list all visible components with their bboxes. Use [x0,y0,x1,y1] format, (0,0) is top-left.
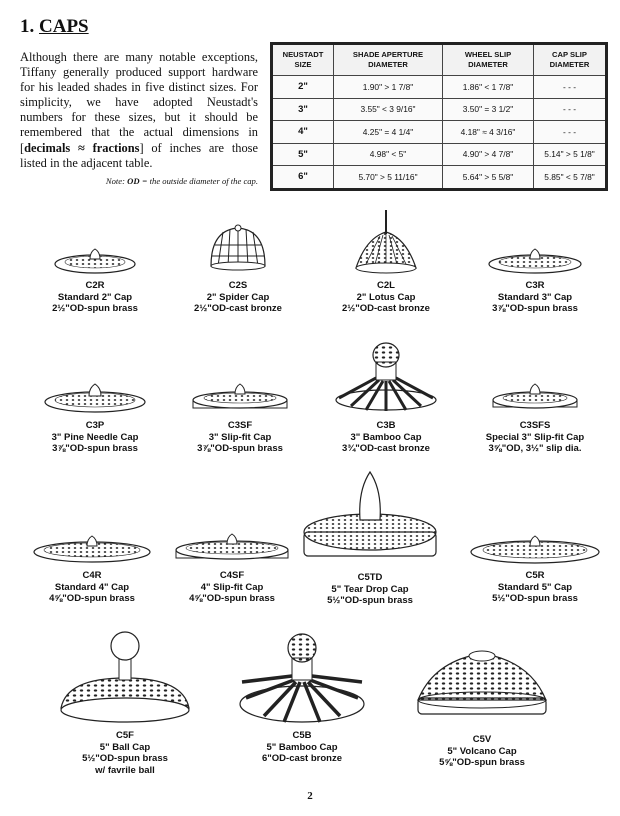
ball-cap-illustration [57,628,193,726]
cap-code: C4SF [219,570,245,581]
cap-spec: 3⅞"OD-spun brass [52,443,138,454]
cap-spec: 3¾"OD-cast bronze [342,443,430,454]
bamboo-cap-illustration [234,632,370,726]
cap-code: C2L [377,280,395,291]
table-cell: 5" [272,143,334,166]
note-prefix: Note: [105,176,128,186]
cap-code: C4R [82,570,102,581]
cap-name: 3" Slip-fit Cap [208,431,272,443]
cap-item [162,526,302,605]
intro-text-1: Although there are many notable exceptions, Tiffany generally produced support hardware for his leaded shades in five distinct sizes. For simplicity, we have adopted Neustadt's numbers for these sizes, but it should be remembered that the actual dimensions in [ [20,50,258,155]
cap-name: Standard 4" Cap [54,581,130,593]
size-table [270,42,608,191]
cap-item [465,528,605,605]
standard-cap-illustration [30,526,154,566]
cap-name: 5" Volcano Cap [447,745,517,757]
section-title: CAPS [39,16,89,37]
cap-item [25,374,165,455]
table-cell: 4.18" ≈ 4 3/16" [443,121,534,144]
cap-spec: 5½"OD-spun brass [492,593,578,604]
table-cell: 5.85" < 5 7/8" [534,166,607,190]
cap-spec: 5½"OD-spun brass [82,753,168,764]
table-cell: 5.70" > 5 11/16" [334,166,443,190]
table-cell: 4" [272,121,334,144]
table-cell: 3.50" = 3 1/2" [443,98,534,121]
table-cell: 3" [272,98,334,121]
table-cell: 4.25" = 4 1/4" [334,121,443,144]
cap-item [168,220,308,315]
cap-name: Standard 3" Cap [497,291,573,303]
table-cell: 1.90" > 1 7/8" [334,76,443,99]
note-od: OD [127,176,140,186]
cap-name: 3" Pine Needle Cap [51,431,139,443]
cap-code: C2S [228,280,248,291]
col-header: NEUSTADT SIZE [272,44,334,76]
od-note [20,176,258,186]
cap-spec: 2½"OD-cast bronze [342,303,430,314]
cap-name: 5" Tear Drop Cap [331,583,409,595]
cap-name: 5" Bamboo Cap [266,741,338,753]
cap-code: C3R [525,280,545,291]
cap-spec: 4⅝"OD-spun brass [189,593,275,604]
cap-item [465,374,605,455]
cap-name: 4" Slip-fit Cap [200,581,264,593]
col-header: WHEEL SLIP DIAMETER [443,44,534,76]
cap-item [316,208,456,315]
table-row [272,121,607,144]
cap-code: C5R [525,570,545,581]
table-row [272,143,607,166]
cap-name: 3" Bamboo Cap [350,431,422,443]
standard-cap-illustration [50,238,140,276]
standard-cap-illustration [485,240,585,276]
table-cell: 2" [272,76,334,99]
tear-drop-cap-illustration [300,470,440,568]
bamboo-cap-illustration [331,340,441,416]
page-number: 2 [307,790,313,802]
cap-code: C5TD [357,572,383,583]
cap-code: C3SF [227,420,253,431]
table-cell: 1.86" < 1 7/8" [443,76,534,99]
spider-cap-illustration [203,220,273,276]
cap-code: C5V [472,734,492,745]
table-row [272,76,607,99]
cap-code: C2R [85,280,105,291]
table-cell: - - - [534,76,607,99]
col-header: CAP SLIP DIAMETER [534,44,607,76]
special-slip-fit-cap-illustration [485,374,585,416]
col-header: SHADE APERTURE DIAMETER [334,44,443,76]
cap-name: 5" Ball Cap [99,741,151,753]
volcano-cap-illustration [412,636,552,730]
cap-item [412,636,552,769]
intro-bold: decimals ≈ fractions [24,140,140,155]
cap-name: Standard 2" Cap [57,291,133,303]
cap-item [232,632,372,765]
cap-spec: 5⅝"OD-spun brass [439,757,525,768]
cap-name: 2" Spider Cap [206,291,270,303]
table-header-row [272,44,607,76]
cap-item [465,240,605,315]
table-row [272,98,607,121]
standard-cap-illustration [467,528,603,566]
table-cell: - - - [534,121,607,144]
cap-name: 2" Lotus Cap [356,291,416,303]
table-cell: - - - [534,98,607,121]
section-number: 1. [20,16,35,37]
table-cell: 4.98" < 5" [334,143,443,166]
cap-extra: w/ favrile ball [95,764,155,776]
cap-item [300,470,440,607]
cap-code: C3SFS [519,420,551,431]
cap-spec: 3⅝"OD, 3½" slip dia. [488,443,582,454]
cap-code: C5B [292,730,312,741]
table-cell: 5.14" > 5 1/8" [534,143,607,166]
cap-item [25,238,165,315]
cap-spec: 3⅞"OD-spun brass [492,303,578,314]
slip-fit-cap-illustration [185,374,295,416]
cap-spec: 4⅝"OD-spun brass [49,593,135,604]
cap-spec: 3⅞"OD-spun brass [197,443,283,454]
table-cell: 5.64" > 5 5/8" [443,166,534,190]
cap-name: Standard 5" Cap [497,581,573,593]
cap-spec: 5½"OD-spun brass [327,595,413,606]
intro-paragraph [20,50,258,171]
lotus-cap-illustration [346,208,426,276]
section-heading [20,16,89,38]
cap-spec: 6"OD-cast bronze [262,753,342,764]
cap-spec: 2½"OD-spun brass [52,303,138,314]
cap-name: Special 3" Slip-fit Cap [485,431,585,443]
table-row [272,166,607,190]
table-cell: 4.90" > 4 7/8" [443,143,534,166]
slip-fit-cap-illustration [170,526,294,566]
cap-item [22,526,162,605]
cap-code: C3P [85,420,105,431]
cap-item [316,340,456,455]
table-cell: 6" [272,166,334,190]
cap-item [170,374,310,455]
cap-code: C3B [376,420,396,431]
note-text: = the outside diameter of the cap. [139,176,258,186]
pine-needle-cap-illustration [40,374,150,416]
cap-code: C5F [116,730,134,741]
cap-spec: 2½"OD-cast bronze [194,303,282,314]
table-cell: 3.55" < 3 9/16" [334,98,443,121]
intro-text-2: ] of inches are those listed in the adjacent table. [20,140,258,170]
cap-item [55,628,195,776]
